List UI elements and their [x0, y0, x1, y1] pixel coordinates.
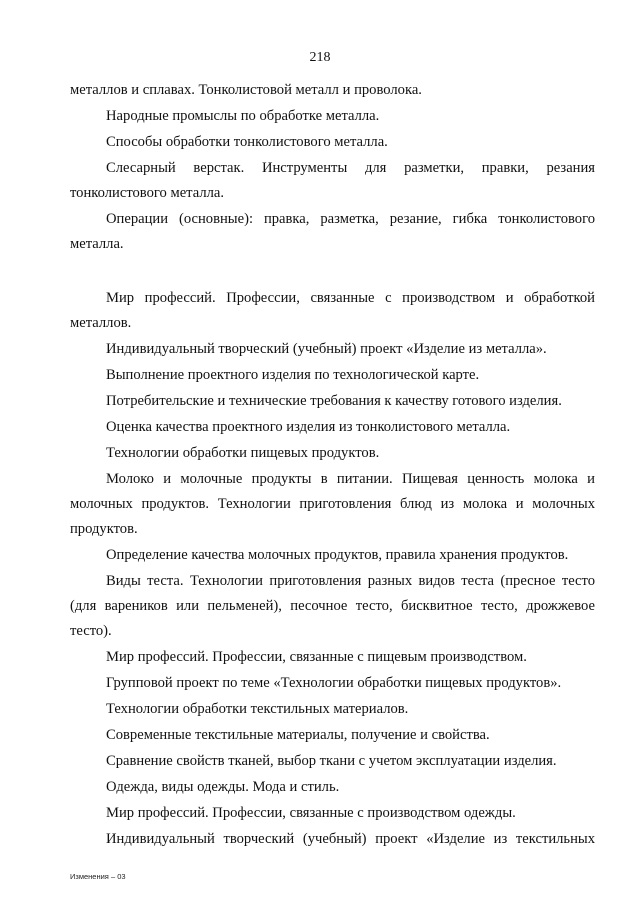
paragraph: Групповой проект по теме «Технологии обработки пищевых продуктов».: [106, 675, 562, 691]
paragraph: Одежда, виды одежды. Мода и стиль.: [106, 779, 340, 795]
paragraph: Технологии обработки пищевых продуктов.: [106, 445, 380, 461]
paragraph: Индивидуальный творческий (учебный) проект «Изделие из металла».: [106, 341, 547, 357]
paragraph: Сравнение свойств тканей, выбор ткани с учетом эксплуатации изделия.: [106, 753, 557, 769]
paragraph: Мир профессий. Профессии, связанные с производством и обработкой металлов.: [70, 290, 595, 331]
paragraph: Оценка качества проектного изделия из тонколистового металла.: [106, 419, 511, 435]
paragraph: Потребительские и технические требования к качеству готового изделия.: [106, 393, 562, 409]
paragraph: Слесарный верстак. Инструменты для разметки, правки, резания тонколистового металла.: [70, 160, 595, 201]
paragraph: Молоко и молочные продукты в питании. Пищевая ценность молока и молочных продуктов. Технологии приготовления блюд из молока и молочных продуктов.: [70, 471, 595, 537]
paragraph-continuation: металлов и сплавах. Тонколистовой металл и проволока.: [70, 82, 422, 98]
document-body: [70, 78, 595, 853]
paragraph: Способы обработки тонколистового металла.: [106, 134, 388, 150]
paragraph: Выполнение проектного изделия по технологической карте.: [106, 367, 480, 383]
paragraph: Мир профессий. Профессии, связанные с производством одежды.: [106, 805, 516, 821]
page-number: 218: [309, 50, 331, 65]
paragraph: Определение качества молочных продуктов, правила хранения продуктов.: [106, 547, 569, 563]
revision-footer: Изменения – 03: [70, 872, 126, 881]
paragraph: Технологии обработки текстильных материалов.: [106, 701, 409, 717]
paragraph: Современные текстильные материалы, получение и свойства.: [106, 727, 490, 743]
paragraph: Народные промыслы по обработке металла.: [106, 108, 380, 124]
paragraph-truncated: Индивидуальный творческий (учебный) проект «Изделие из текстильных: [106, 831, 595, 847]
paragraph: Операции (основные): правка, разметка, резание, гибка тонколистового металла.: [70, 211, 595, 252]
paragraph: Мир профессий. Профессии, связанные с пищевым производством.: [106, 649, 527, 665]
paragraph: Виды теста. Технологии приготовления разных видов теста (пресное тесто (для вареников или пельменей), песочное тесто, бисквитное тесто, дрожжевое тесто).: [70, 573, 595, 639]
